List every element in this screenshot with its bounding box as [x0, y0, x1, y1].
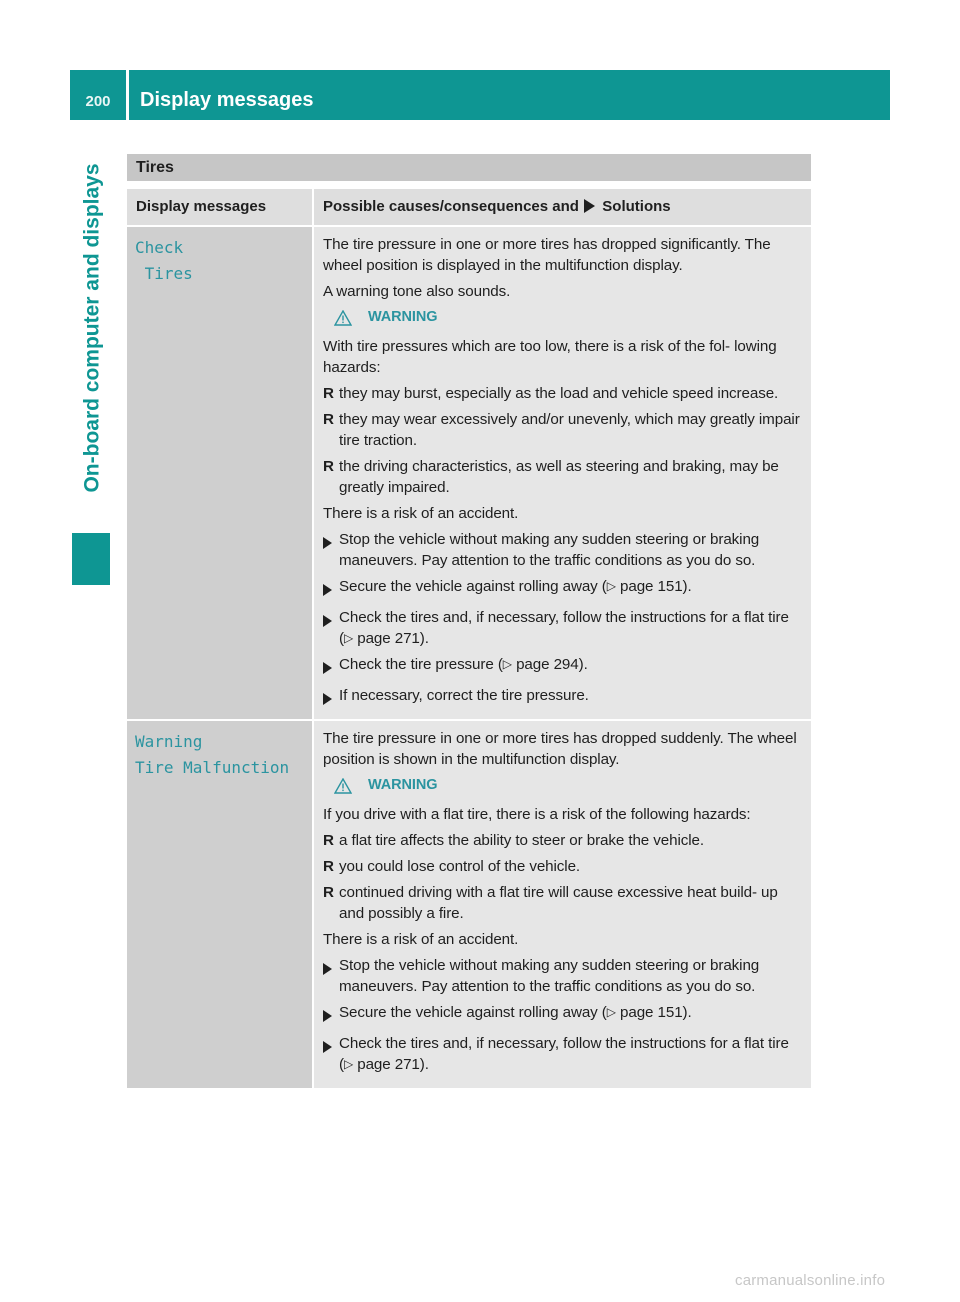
step-arrow-icon: [323, 1002, 339, 1028]
table-row: [127, 227, 811, 719]
hazard-text: a flat tire affects the ability to steer or brake the vehicle.: [339, 832, 704, 849]
step-arrow-icon: [323, 1033, 339, 1075]
step-text: Stop the vehicle without making any sudden steering or braking maneuvers. Pay attention to the traffic conditions as you do so.: [339, 531, 760, 569]
step-item: [323, 576, 805, 602]
step-arrow-icon: [323, 654, 339, 680]
cause-text: The tire pressure in one or more tires has dropped significantly. The wheel position is displayed in the multifunction display.: [323, 236, 771, 274]
side-tab-label: On-board computer and displays: [81, 162, 104, 493]
hazard-item: [323, 856, 805, 877]
step-item: [323, 1033, 805, 1075]
display-message-line: Check: [135, 238, 184, 257]
cause-text: A warning tone also sounds.: [323, 283, 511, 300]
warning-label: WARNING: [368, 777, 438, 793]
step-item: [323, 607, 805, 649]
message-cell: [127, 227, 314, 719]
page-ref-icon: ▷: [606, 1005, 616, 1019]
hazard-item: [323, 882, 805, 924]
table-title: Tires: [127, 154, 811, 181]
risk-text: There is a risk of an accident.: [323, 505, 519, 522]
header-divider: [126, 70, 129, 120]
step-text: If necessary, correct the tire pressure.: [339, 687, 589, 704]
step-text: Check the tires and, if necessary, follow the instructions for a flat tire (▷ page 271).: [339, 1035, 789, 1073]
solution-arrow-icon: [584, 199, 595, 213]
column-header-solutions-label: Solutions: [602, 198, 671, 215]
message-cell: [127, 721, 314, 1088]
bullet-icon: R: [323, 385, 334, 402]
hazard-text: you could lose control of the vehicle.: [339, 858, 581, 875]
warning-heading: [323, 775, 805, 796]
page-ref[interactable]: page 271).: [357, 1056, 429, 1073]
column-header-causes: Possible causes/consequences and: [323, 198, 579, 215]
warning-label: WARNING: [368, 309, 438, 325]
page-number: 200: [85, 93, 111, 110]
step-text: Secure the vehicle against rolling away (▷ page 151).: [339, 578, 692, 595]
display-message-line: Tire Malfunction: [135, 758, 290, 777]
step-arrow-icon: [323, 955, 339, 997]
hazard-item: [323, 830, 805, 851]
step-text: Stop the vehicle without making any sudden steering or braking maneuvers. Pay attention to the traffic conditions as you do so.: [339, 957, 760, 995]
page-ref-icon: ▷: [606, 579, 616, 593]
solution-cell: [314, 721, 811, 1088]
table-header-row: [127, 189, 811, 225]
bullet-icon: R: [323, 884, 334, 901]
bullet-icon: R: [323, 411, 334, 428]
hazard-text: they may wear excessively and/or unevenly, which may greatly impair tire traction.: [339, 411, 800, 449]
step-item: [323, 955, 805, 997]
page-ref[interactable]: page 271).: [357, 630, 429, 647]
warning-heading: [323, 307, 805, 328]
column-header-solutions: [314, 189, 811, 225]
page-ref[interactable]: page 151).: [620, 1004, 692, 1021]
warning-icon: [334, 310, 352, 326]
bullet-icon: R: [323, 458, 334, 475]
step-text: Secure the vehicle against rolling away (▷ page 151).: [339, 1004, 692, 1021]
tires-table: [127, 154, 811, 1088]
bullet-icon: R: [323, 858, 334, 875]
page-ref-icon: ▷: [343, 631, 354, 645]
section-title: Display messages: [140, 89, 314, 111]
page-ref-icon: ▷: [502, 657, 512, 671]
side-tab-marker: [72, 533, 110, 585]
page-ref-icon: ▷: [343, 1057, 354, 1071]
table-row: [127, 721, 811, 1088]
solution-cell: [314, 227, 811, 719]
step-arrow-icon: [323, 685, 339, 711]
hazard-text: the driving characteristics, as well as steering and braking, may be greatly impaired.: [339, 458, 779, 496]
warning-icon: [334, 778, 352, 794]
side-tab: [72, 130, 114, 525]
hazard-text: continued driving with a flat tire will cause excessive heat build- up and possibly a fire.: [339, 884, 778, 922]
page-ref[interactable]: page 294).: [516, 656, 588, 673]
cause-text: The tire pressure in one or more tires has dropped suddenly. The wheel position is shown in the multifunction display.: [323, 730, 797, 768]
step-item: [323, 654, 805, 680]
hazard-text: they may burst, especially as the load and vehicle speed increase.: [339, 385, 779, 402]
watermark: carmanualsonline.info: [735, 1272, 886, 1289]
page-ref[interactable]: page 151).: [620, 578, 692, 595]
display-message-line: Tires: [135, 264, 193, 283]
step-arrow-icon: [323, 529, 339, 571]
hazard-item: [323, 409, 805, 451]
hazard-item: [323, 383, 805, 404]
bullet-icon: R: [323, 832, 334, 849]
step-arrow-icon: [323, 607, 339, 649]
step-item: [323, 685, 805, 711]
step-arrow-icon: [323, 576, 339, 602]
step-text: Check the tires and, if necessary, follow the instructions for a flat tire (▷ page 271).: [339, 609, 789, 647]
step-item: [323, 1002, 805, 1028]
risk-text: There is a risk of an accident.: [323, 931, 519, 948]
warning-intro: With tire pressures which are too low, there is a risk of the fol- lowing hazards:: [323, 338, 777, 376]
column-header-messages: Display messages: [127, 189, 314, 225]
warning-intro: If you drive with a flat tire, there is a risk of the following hazards:: [323, 806, 751, 823]
step-text: Check the tire pressure (▷ page 294).: [339, 656, 588, 673]
hazard-item: [323, 456, 805, 498]
display-message-line: Warning: [135, 732, 203, 751]
step-item: [323, 529, 805, 571]
